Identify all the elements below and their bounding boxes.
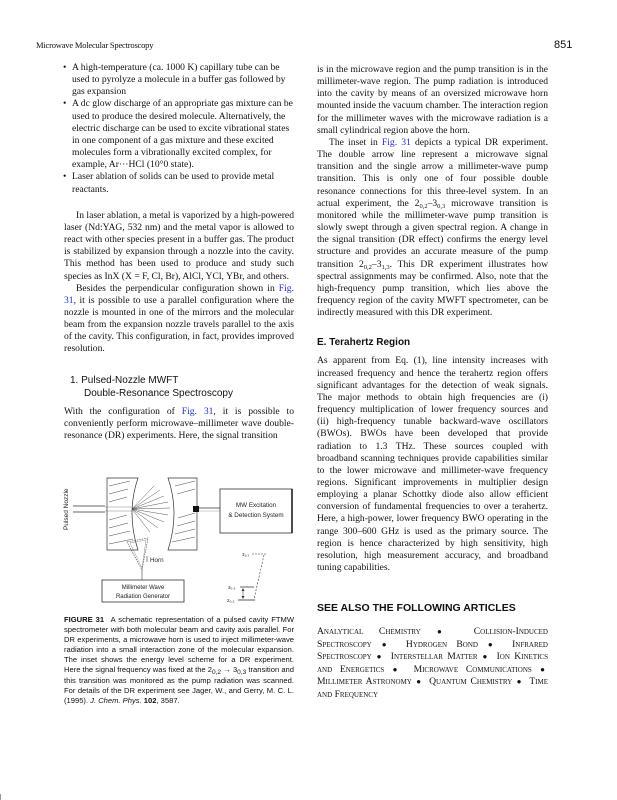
- right-column: [317, 64, 548, 701]
- journal-name: J. Chem. Phys.: [90, 695, 142, 705]
- paragraph-parallel-configuration: Besides the perpendicular configuration shown in Fig. 31, it is possible to use a parallel configuration where the nozzle is mounted in one of the mirrors and the molecular beam from the expansion nozzle travels parallel to the axis of the cavity. This configuration, in fact, provides improved resolution.: [64, 282, 294, 355]
- figure-31-link[interactable]: Fig. 31: [181, 405, 214, 417]
- paragraph-laser-ablation: In laser ablation, a metal is vaporized by a high-powered laser (Nd:YAG, 532 nm) and the metal vapor is allowed to react with other species present in a buffer gas. The product is stabilized by expansion through a nozzle into the cavity. This method has been used to produce and study such species as InX (X = F, Cl, Br), AlCl, YCl, YBr, and others.: [64, 209, 294, 282]
- figure-caption: FIGURE 31 A schematic representation of a pulsed cavity FTMW spectrometer with both molecular beam and cavity axis parallel. For DR experiments, a microwave horn is used to inject millimeter-wave radiation into a small interaction zone of the molecular expansion. The inset shows the energy level scheme for a DR experiment. Here the signal frequency was fixed at the $2_{0,2} \to 3_{0,3}$ transition and this transition was monitored as the pump radiation was scanned. For details of the DR experiment see Jager, W., and Gerry, M. C. L. (1995). J. Chem. Phys. 102, 3587.: [64, 615, 294, 705]
- list-item: • A dc glow discharge of an appropriate gas mixture can be used to produce the desired molecule. Alternatively, the electric discharge can be used to excite vibrational states in one component of a gas mixture and these excited molecules form a vibrationally excited complex, for example, Ar···HCl (10°0 state).: [64, 98, 294, 171]
- energy-level-bottom: 2₀,₂: [227, 598, 235, 603]
- mw-system-label-2: & Detection System: [228, 512, 284, 519]
- energy-level-top: 3₁,₃: [242, 552, 250, 557]
- paragraph-dr-continued: is in the microwave region and the pump transition is in the millimeter-wave region. The pump radiation is introduced into the cavity by means of an oversized microwave horn mounted inside the vacuum chamber. The interaction region for the millimeter waves with the microwave radiation is a small cylindrical region above the horn.: [317, 64, 548, 136]
- see-also-link[interactable]: Microwave Communications: [413, 663, 532, 675]
- paragraph-terahertz: As apparent from Eq. (1), line intensity increases with increased frequency and hence the terahertz region offers significant advantages for the detection of weak signals. The major methods to obtain high frequencies are (i) frequency multiplication of lower frequency sources and (ii) high-frequency tunable backward-wave oscillators (BWOs). BWOs have been developed that provide radiation to 1.3 THz. These sources coupled with broadband scanning techniques provide capabilities similar to the lower microwave and millimeter-wave frequency regions. Significant improvements in multiplier design employing a planar Schottky diode also allow efficient conversion of fundamental frequencies to over a terahertz. Here, a high-power, lower frequency BWO operating in the range 300–600 GHz is used as the primary source. The region is hence characterized by high sensitivity, high resolution, high measurement accuracy, and broadband tuning capabilities.: [317, 355, 548, 574]
- list-item: • Laser ablation of solids can be used to provide metal reactants.: [64, 171, 294, 195]
- mm-generator-label: Millimeter Wave: [121, 585, 165, 591]
- see-also-link[interactable]: Millimeter Astronomy: [317, 676, 412, 688]
- subsection-heading: 1. Pulsed-Nozzle MWFT Double-Resonance Spectroscopy: [70, 374, 233, 399]
- pulsed-nozzle-label: Pulsed Nozzle: [63, 488, 70, 530]
- left-column: [64, 62, 294, 442]
- see-also-link[interactable]: Quantum Chemistry: [429, 676, 513, 688]
- see-also-link[interactable]: Collision-Induced Spectroscopy: [317, 626, 548, 650]
- see-also-link[interactable]: Analytical Chemistry: [317, 626, 421, 638]
- journal-volume: 102: [143, 695, 157, 705]
- margin-mark: [0, 794, 1, 800]
- figure-label: FIGURE 31: [64, 615, 105, 624]
- see-also-link[interactable]: Time and Frequency: [317, 676, 549, 700]
- see-also-link[interactable]: Ion Kinetics and Energetics: [317, 651, 548, 675]
- see-also-list: Analytical Chemistry ● Collision-Induced Spectroscopy ● Hydrogen Bond ● Infrared Spectroscopy ● Interstellar Matter ● Ion Kinetics and Energetics ● Microwave Communications ● Millimeter Astronomy ● Quantum Chemistry ● Time and Frequency: [317, 626, 549, 700]
- figure-31-link[interactable]: Fig. 31: [381, 136, 411, 148]
- section-heading-terahertz: E. Terahertz Region: [317, 337, 411, 349]
- energy-level-mid: 3₀,₃: [228, 585, 236, 590]
- mw-system-label: MW Excitation: [235, 502, 277, 509]
- see-also-link[interactable]: Hydrogen Bond: [405, 638, 478, 650]
- mm-generator-label-2: Radiation Generator: [115, 594, 171, 600]
- page-number: 851: [554, 39, 573, 51]
- horn-label: Horn: [150, 557, 164, 564]
- see-also-link[interactable]: Infrared Spectroscopy: [317, 638, 548, 663]
- figure-31-diagram: [60, 468, 310, 613]
- running-head: Microwave Molecular Spectroscopy: [36, 40, 154, 50]
- figure-31-link[interactable]: Fig. 31: [64, 282, 294, 306]
- see-also-heading: SEE ALSO THE FOLLOWING ARTICLES: [317, 602, 516, 615]
- paragraph-inset-description: The inset in Fig. 31 depicts a typical DR experiment. The double arrow line represent a microwave signal transition and the single arrow a millimeter-wave pump transition. This is only one of four possible double resonance connections for this three-level system. In an actual experiment, the $2_{0,2}-3_{0,3}$ microwave transition is monitored while the millimeter-wave pump transition is slowly swept through a given spectral region. A change in the signal transition (DR effect) confirms the energy level structure and provides an accurate measure of the pump transition $2_{0,2}-3_{1,3}$. This DR experiment illustrates how spectral assignments may be confirmed. Also, note that the high-frequency pump transition, which lies above the frequency region of the cavity MWFT spectrometer, can be indirectly measured with this DR experiment.: [317, 136, 549, 319]
- list-item: • A high-temperature (ca. 1000 K) capillary tube can be used to pyrolyze a molecule in a buffer gas followed by gas expansion: [64, 62, 294, 98]
- method-list: [64, 62, 294, 196]
- see-also-link[interactable]: Interstellar Matter: [390, 651, 478, 663]
- paragraph-dr-intro: With the configuration of Fig. 31, it is possible to conveniently perform microwave–millimeter wave double-resonance (DR) experiments. Here, the signal transition: [64, 405, 294, 441]
